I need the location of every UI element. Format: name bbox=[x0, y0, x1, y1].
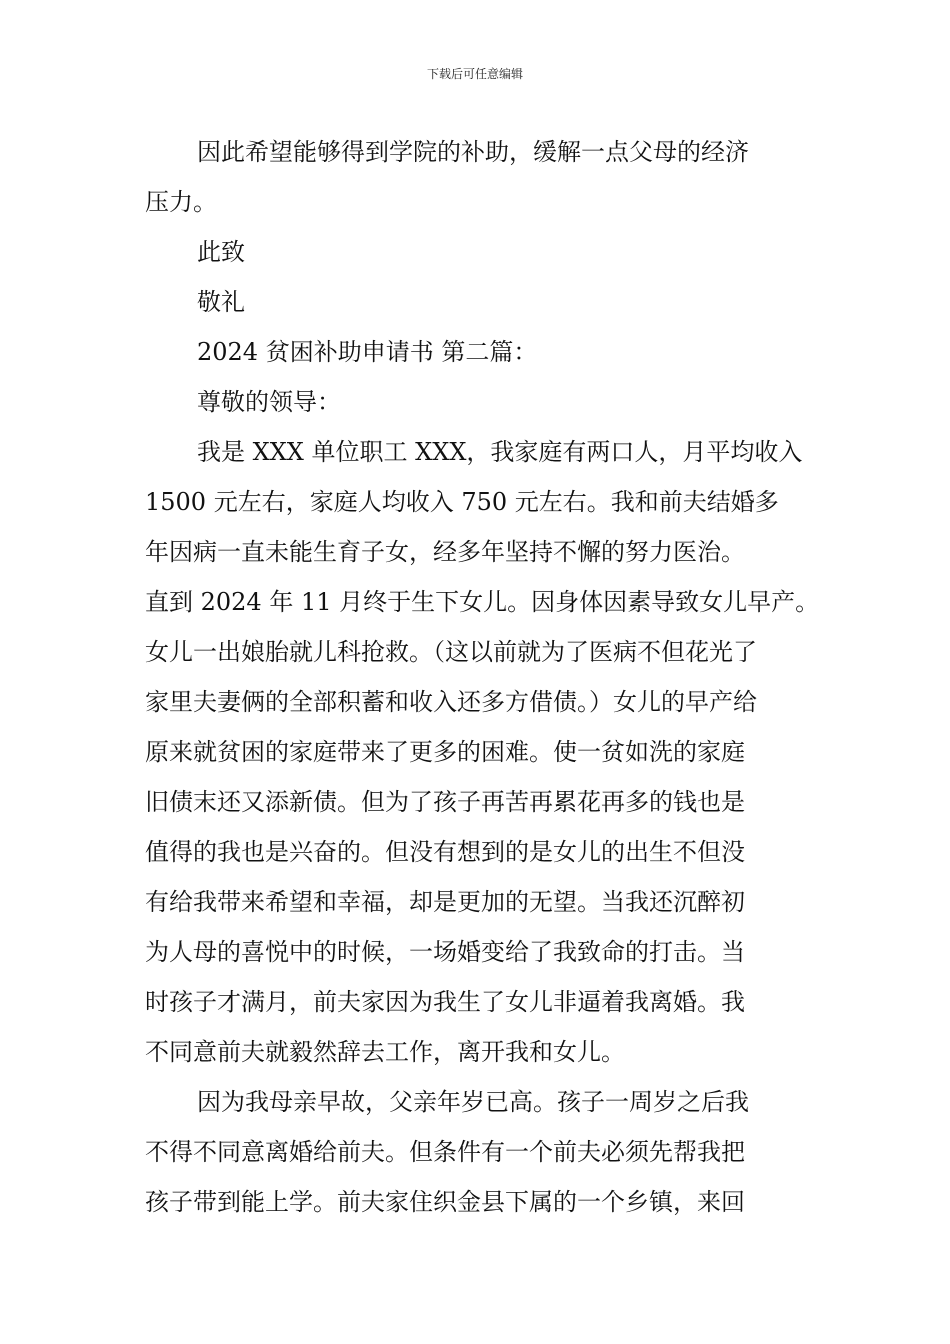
text-line: 家里夫妻俩的全部积蓄和收入还多方借债。）女儿的早产给 bbox=[145, 688, 757, 716]
text-line: 旧债末还又添新债。但为了孩子再苦再累花再多的钱也是 bbox=[145, 788, 745, 816]
text-line: 不同意前夫就毅然辞去工作，离开我和女儿。 bbox=[145, 1038, 625, 1066]
text-line: 孩子带到能上学。前夫家住织金县下属的一个乡镇，来回 bbox=[145, 1188, 745, 1216]
closing-line-2: 敬礼 bbox=[197, 288, 245, 316]
paragraph-family-situation bbox=[145, 427, 820, 1077]
paragraph-divorce bbox=[145, 1077, 811, 1227]
section-title: 2024 贫困补助申请书 第二篇： bbox=[197, 338, 538, 366]
text-line: 我是 XXX 单位职工 XXX，我家庭有两口人，月平均收入 bbox=[197, 438, 803, 466]
text-line: 1500 元左右，家庭人均收入 750 元左右。我和前夫结婚多 bbox=[145, 488, 779, 516]
text-line: 直到 2024 年 11 月终于生下女儿。因身体因素导致女儿早产。 bbox=[145, 588, 820, 616]
text-line: 时孩子才满月，前夫家因为我生了女儿非逼着我离婚。我 bbox=[145, 988, 745, 1016]
page-header-note: 下载后可任意编辑 bbox=[426, 67, 523, 81]
text-line: 值得的我也是兴奋的。但没有想到的是女儿的出生不但没 bbox=[145, 838, 745, 866]
text-line: 有给我带来希望和幸福，却是更加的无望。当我还沉醉初 bbox=[145, 888, 745, 916]
text-line: 为人母的喜悦中的时候，一场婚变给了我致命的打击。当 bbox=[145, 938, 745, 966]
text-line: 女儿一出娘胎就儿科抢救。（这以前就为了医病不但花光了 bbox=[145, 638, 757, 666]
salutation: 尊敬的领导： bbox=[197, 388, 341, 416]
closing-line-1: 此致 bbox=[197, 238, 245, 266]
text-line: 不得不同意离婚给前夫。但条件有一个前夫必须先帮我把 bbox=[145, 1138, 745, 1166]
text-line: 压力。 bbox=[145, 188, 217, 216]
document-body bbox=[145, 127, 820, 1227]
text-line: 因为我母亲早故，父亲年岁已高。孩子一周岁之后我 bbox=[197, 1088, 749, 1116]
text-line: 原来就贫困的家庭带来了更多的困难。使一贫如洗的家庭 bbox=[145, 738, 745, 766]
paragraph-request bbox=[145, 127, 811, 227]
text-line: 年因病一直未能生育子女，经多年坚持不懈的努力医治。 bbox=[145, 538, 745, 566]
text-line: 因此希望能够得到学院的补助，缓解一点父母的经济 bbox=[197, 138, 749, 166]
